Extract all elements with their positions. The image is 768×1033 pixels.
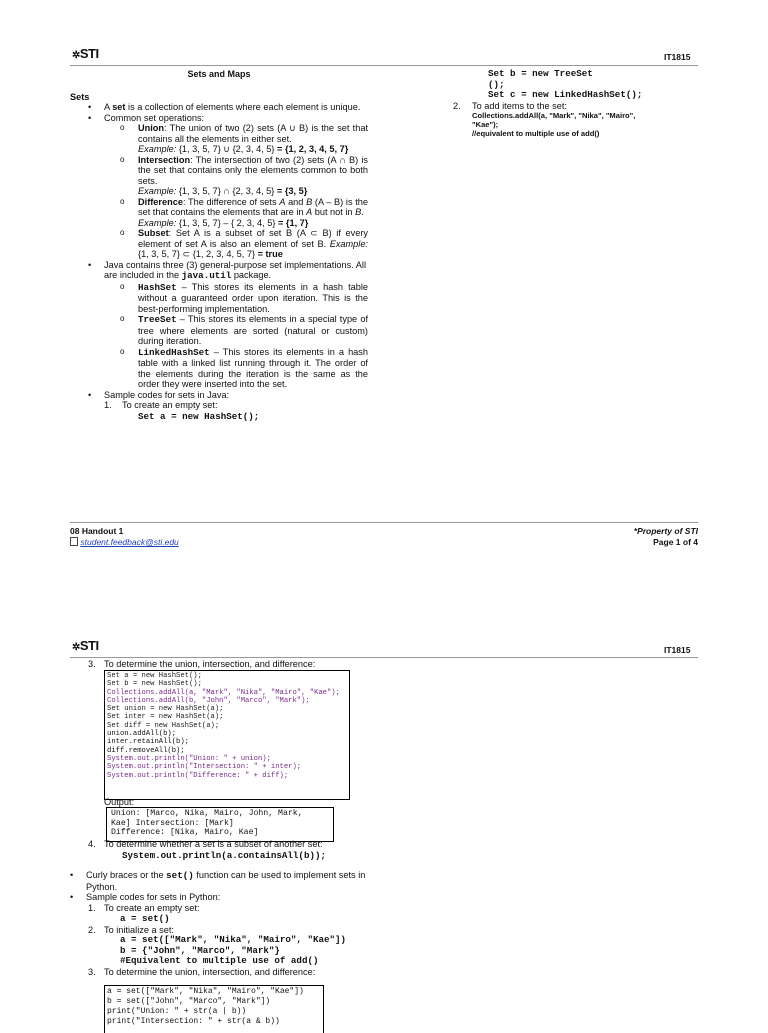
code-line: union.addAll(b); [107, 730, 177, 739]
java-code-lines [107, 672, 347, 780]
code-line: Kae] Intersection: [Mark] [111, 818, 234, 828]
handout-label: 08 Handout 1 [70, 526, 124, 536]
code-line: Collections.addAll(a, "Mark", "Nika", "Mairo", "Kae"); [107, 688, 340, 697]
output-label: Output: [104, 797, 135, 807]
code-line: Difference: [Nika, Mairo, Kae] [111, 828, 259, 838]
sub-subset: o Subset: Set A is a subset of set B (A ⊂ B) if every element of set A is also an element of set B. Example: {1, 3, 5, 7} ⊂ {1, 2, 3, 4, 5, 7} = true [138, 228, 368, 260]
code-line: Set diff = new HashSet(a); [107, 721, 220, 730]
feedback-email[interactable]: student.feedback@sti.edu [70, 537, 179, 547]
java-step-3: 3. To determine the union, intersection, and difference: [88, 659, 316, 669]
py-step-1: 1. To create an empty set: a = set() [88, 902, 200, 924]
code-line: Set union = new HashSet(a); [107, 705, 224, 714]
py-step-2: 2. To initialize a set: a = set(["Mark", "Nika", "Mairo", "Kae"]) b = {"John", "Marco", "Mark"} #Equivalent to multiple use of add() [86, 925, 366, 967]
bullet-python-sample: • Sample codes for sets in Python: [86, 892, 366, 903]
sti-logo-2: ✲STI [72, 638, 99, 653]
page-title: Sets and Maps [187, 69, 251, 79]
code-line: Set inter = new HashSet(a); [107, 713, 224, 722]
property-label: *Property of STI [633, 526, 698, 536]
page-number: Page 1 of 4 [653, 537, 698, 547]
java-code-box [104, 670, 350, 800]
ops-sublist [104, 123, 368, 260]
sub-union: o Union: The union of two (2) sets (A ∪ B) is the set that contains all the elements in either set. Example: {1, 3, 5, 7} ∪ {2, 3, 4, 5} = {1, 2, 3, 4, 5, 7} [138, 123, 368, 155]
course-code: IT1815 [664, 52, 691, 62]
bullet-common-ops: • Common set operations: [104, 113, 368, 124]
code-addall: Collections.addAll(a, "Mark", "Nika", "Mairo", "Kae"); //equivalent to multiple use of add() [472, 111, 636, 138]
code-line: inter.retainAll(b); [107, 738, 189, 747]
bullet-sample-java: • Sample codes for sets in Java: [104, 390, 368, 401]
bullet-set-definition: • A set is a collection of elements where each element is unique. [104, 102, 368, 113]
py-code-lines [107, 987, 321, 1027]
sub-intersection: o Intersection: The intersection of two (2) sets (A ∩ B) is the set that contains only the elements common to both sets. Example: {1, 3, 5, 7} ∩ {2, 3, 4, 5} = {3, 5} [138, 155, 368, 197]
code-line: Set a = new HashSet(); [107, 672, 202, 680]
right-column [453, 68, 702, 138]
output-box [106, 807, 334, 842]
python-code-box [104, 985, 324, 1033]
java-step-2: 2. To add items to the set: [453, 100, 567, 111]
sub-linkedhashset: o LinkedHashSet – This stores its elements in a hash table with a linked list running through it. The order of the elements during the iteration is the same as the order they were inserted into the set. [138, 347, 368, 390]
output-lines [111, 809, 329, 838]
sub-difference: o Difference: The difference of sets A and B (A – B) is the set that contains the elements that are in A but not in B. Example: {1, 3, 5, 7} – { 2, 3, 4, 5} = {1, 7} [138, 197, 368, 229]
code-line: Union: [Marco, Nika, Mairo, John, Mark, [111, 809, 303, 818]
code-line: Set b = new HashSet(); [107, 680, 202, 689]
code-line: Collections.addAll(b, "John", "Marco", "Mark"); [107, 696, 310, 705]
sets-bullets [104, 102, 368, 422]
code-line: System.out.println("Difference: " + diff); [107, 771, 289, 780]
code-line: System.out.println("Intersection: " + inter); [107, 763, 302, 772]
impl-sublist [104, 282, 368, 390]
java-step-4: 4. To determine whether a set is a subset of another set: System.out.println(a.containsAll(b)); [88, 839, 326, 861]
sub-treeset: o TreeSet – This stores its elements in a special type of tree where elements are sorted (natural or custom) during iteration. [138, 314, 368, 347]
code-line: b = set(["John", "Marco", "Mark"]) [107, 997, 271, 1006]
py-init-code: a = set(["Mark", "Nika", "Mairo", "Kae"]) b = {"John", "Marco", "Mark"} #Equivalent to multiple use of add() [120, 934, 347, 966]
code-line: print("Union: " + str(a | b)) [107, 1007, 247, 1016]
bullet-java-impl: • Java contains three (3) general-purpose set implementations. All are included in the java.util package. [104, 260, 368, 282]
header-divider-2 [70, 657, 698, 658]
code-line: print("Intersection: " + str(a & b)) [107, 1017, 280, 1026]
sti-logo: ✲STI [72, 46, 99, 61]
java-step-1: 1. To create an empty set: Set a = new HashSet(); [104, 400, 260, 422]
header-divider [70, 65, 698, 66]
section-heading-sets: Sets [70, 92, 90, 102]
course-code-2: IT1815 [664, 645, 691, 655]
py-step-3: 3. To determine the union, intersection, and difference: [88, 966, 316, 977]
mail-icon [70, 537, 78, 546]
code-treeset: Set b = new TreeSet (); Set c = new LinkedHashSet(); [488, 68, 643, 100]
sub-hashset: o HashSet – This stores its elements in a hash table without a guaranteed order upon iteration. This is the best-performing implementation. [138, 282, 368, 315]
code-line: a = set(["Mark", "Nika", "Mairo", "Kae"]) [107, 987, 304, 996]
python-section [86, 870, 366, 977]
footer-divider [70, 522, 698, 523]
bullet-curly-braces: • Curly braces or the set() function can be used to implement sets in Python. [86, 870, 366, 892]
code-line: diff.removeAll(b); [107, 746, 185, 755]
code-line: System.out.println("Union: " + union); [107, 754, 271, 763]
